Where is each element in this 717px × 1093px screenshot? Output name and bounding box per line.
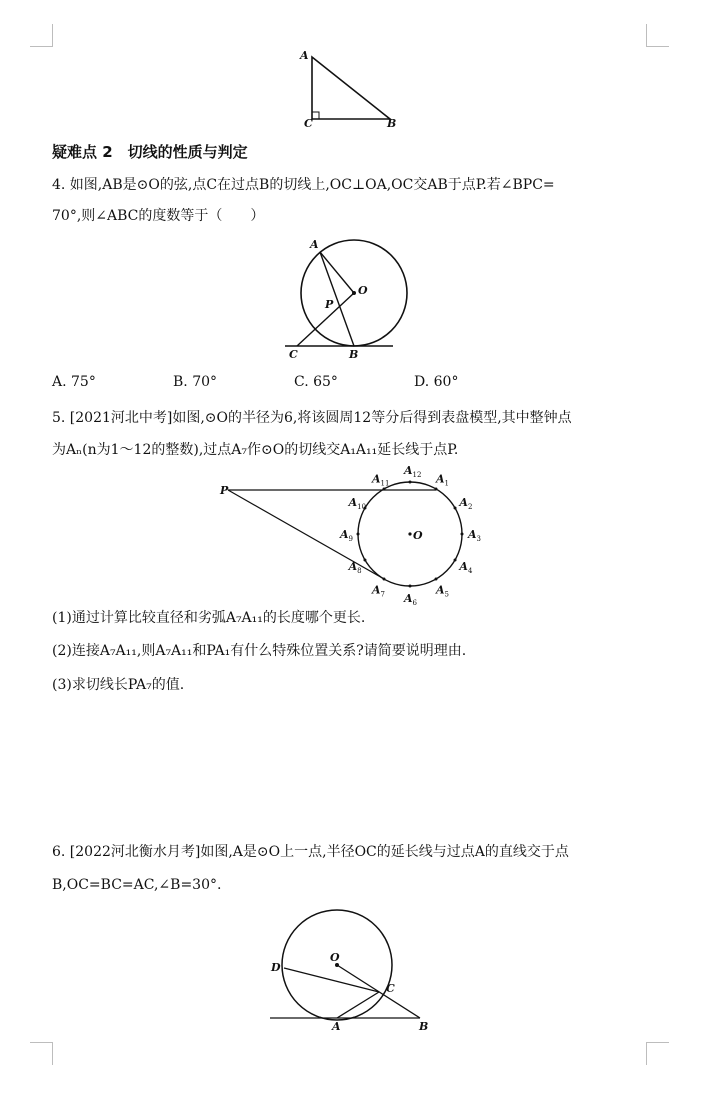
label-B: B [419,1020,429,1033]
q5-text-line1: 5. [2021河北中考]如图,⊙O的半径为6,将该圆周12等分后得到表盘模型,其中整钟点 [52,410,572,426]
label-A: A [332,1020,341,1033]
q5-text-line2: 为Aₙ(n为1～12的整数),过点A₇作⊙O的切线交A₁A₁₁延长线于点P. [52,442,459,458]
q6-text-line2: B,OC=BC=AC,∠B=30°. [52,877,222,893]
label-B: B [349,348,359,361]
q4-option-b[interactable]: B. 70° [173,374,218,390]
label-P: P [220,484,229,497]
q5-subquestion-1: (1)通过计算比较直径和劣弧A₇A₁₁的长度哪个更长. [52,610,366,626]
label-O: O [413,529,423,542]
clock-point-dot [454,507,457,510]
clock-point-dot [454,559,457,562]
clock-point-label: $A_{11}$ [372,472,390,488]
label-D: D [271,961,281,974]
clock-point-label: $A_{10}$ [348,496,367,511]
clock-point-label: $A_8$ [348,560,362,575]
figure-right-triangle [295,45,405,130]
label-C: C [289,348,298,361]
clock-point-label: $A_{12}$ [404,464,422,479]
label-A: A [300,49,309,62]
q4-option-d[interactable]: D. 60° [414,374,459,390]
clock-point-label: $A_4$ [459,560,473,575]
crop-mark-top-right [646,24,669,47]
clock-point-label: $A_6$ [404,592,418,607]
clock-point-label: $A_7$ [372,583,386,599]
clock-point-label: $A_1$ [436,472,450,488]
figure-q6-circle [265,908,435,1036]
label-P: P [325,298,334,311]
q5-subquestion-3: (3)求切线长PA₇的值. [52,677,185,693]
clock-point-dot [461,533,464,536]
clock-point-dot [409,481,412,484]
clock-point-dot [409,585,412,588]
crop-mark-bottom-right [646,1042,669,1065]
crop-mark-bottom-left [30,1042,53,1065]
q4-text-line1: 4. 如图,AB是⊙O的弦,点C在过点B的切线上,OC⊥OA,OC交AB于点P.若∠BPC= [52,177,555,193]
label-A: A [310,238,319,251]
q4-option-c[interactable]: C. 65° [294,374,338,390]
figure-q5-clock [218,464,482,607]
label-B: B [387,117,397,130]
clock-point-label: $A_9$ [340,528,354,543]
label-O: O [330,951,340,964]
clock-point-dot [435,487,438,490]
clock-point-dot [363,559,366,562]
section-heading: 疑难点 2 切线的性质与判定 [52,143,248,161]
clock-point-dot [383,487,386,490]
clock-point-dot [435,578,438,581]
crop-mark-top-left [30,24,53,47]
label-C: C [304,117,313,130]
clock-point-label: $A_5$ [436,583,450,599]
clock-point-label: $A_2$ [459,496,473,511]
label-O: O [358,284,368,297]
clock-point-dot [383,578,386,581]
q4-text-line2: 70°,则∠ABC的度数等于（ ） [52,208,265,224]
figure-q4-circle [285,236,400,362]
clock-point-label: $A_3$ [468,528,482,543]
label-C: C [386,982,395,995]
q6-text-line1: 6. [2022河北衡水月考]如图,A是⊙O上一点,半径OC的延长线与过点A的直线交于点 [52,844,569,860]
q4-option-a[interactable]: A. 75° [52,374,96,390]
q5-subquestion-2: (2)连接A₇A₁₁,则A₇A₁₁和PA₁有什么特殊位置关系?请简要说明理由. [52,643,467,659]
clock-point-dot [357,533,360,536]
